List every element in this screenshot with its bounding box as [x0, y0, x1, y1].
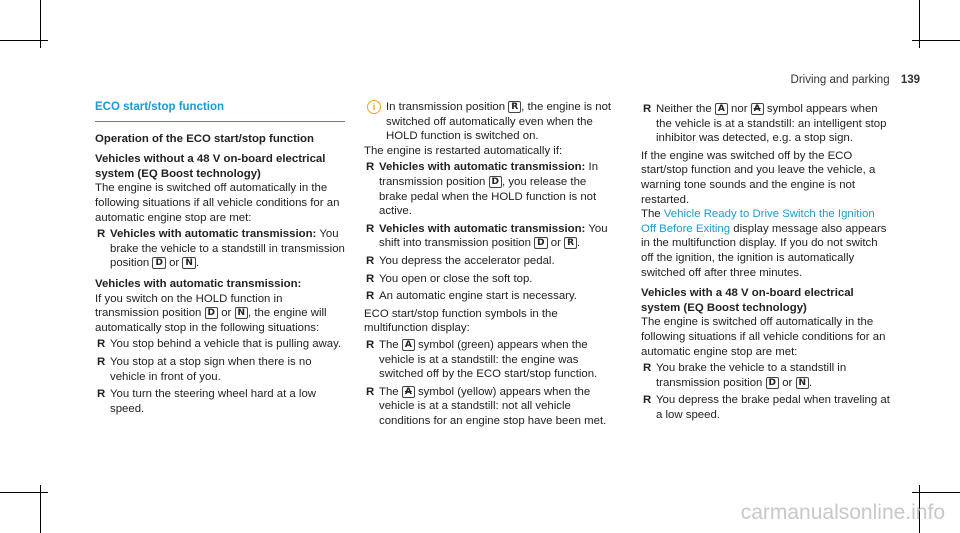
bullet-list	[95, 227, 345, 271]
bullet-glyph: R	[643, 394, 652, 407]
list-item: R Vehicles with automatic transmission: You shift into transmission position D or R .	[366, 222, 608, 250]
paragraph: The engine is switched off automatically in the following situations if all vehicle conditions for an automatic engine stop are met:	[95, 182, 340, 224]
heading-no-48v: Vehicles without a 48 V on-board electrical system (EQ Boost technology)	[95, 153, 326, 180]
eco-active-icon: A	[715, 103, 728, 115]
info-icon: i	[367, 100, 381, 114]
crop-mark	[0, 40, 48, 41]
paragraph: If the engine was switched off by the ECO start/stop function and you leave the vehicle, a warning tone sounds and the engine is not restarted.	[641, 149, 876, 206]
list-item: R An automatic engine start is necessary.	[366, 290, 577, 303]
eco-inactive-icon: A	[402, 386, 415, 398]
paragraph: If you switch on the HOLD function in transmission position D or N , the engine will automatically stop in the following situations:	[95, 292, 327, 334]
list-item: R You stop at a stop sign when there is no vehicle in front of you.	[97, 355, 312, 383]
bullet-list	[641, 102, 891, 146]
paragraph: ECO start/stop function symbols in the multifunction display:	[364, 307, 558, 335]
bullet-glyph: R	[97, 388, 106, 401]
list-item: R Vehicles with automatic transmission: You brake the vehicle to a standstill in transmission position D or N .	[97, 228, 345, 270]
crop-mark	[0, 492, 48, 493]
heading-operation: Operation of the ECO start/stop function	[95, 132, 314, 145]
display-message-link[interactable]: Vehicle Ready to Drive Switch the Ignition Off Before Exiting	[641, 208, 875, 235]
bullet-glyph: R	[366, 161, 375, 174]
list-item: R You depress the accelerator pedal.	[366, 254, 555, 267]
bullet-glyph: R	[366, 290, 375, 303]
list-item: R You stop behind a vehicle that is pulling away.	[97, 338, 342, 351]
paragraph: The engine is switched off automatically in the following situations if all vehicle conditions for an automatic engine stop are met:	[641, 316, 886, 358]
bullet-glyph: R	[643, 103, 652, 115]
bullet-glyph: R	[366, 272, 375, 285]
key-n-icon: N	[796, 377, 810, 389]
list-item: R You depress the brake pedal when traveling at a low speed.	[643, 394, 890, 421]
list-item: R Neither the A nor A symbol appears when the vehicle is at a standstill: an intelligent stop inhibitor was detected, e.g. a stop sign.	[643, 103, 887, 145]
key-d-icon: D	[205, 307, 218, 319]
key-d-icon: D	[766, 377, 779, 389]
page-header	[791, 74, 920, 86]
eco-inactive-icon: A	[751, 103, 764, 115]
list-item: R The A symbol (yellow) appears when the vehicle is at a standstill: not all vehicle conditions for an engine stop have been met.	[366, 385, 607, 427]
list-item: R You brake the vehicle to a standstill in transmission position D or N .	[643, 362, 847, 389]
list-item: R The A symbol (green) appears when the vehicle is at a standstill: the engine was switched off by the ECO start/stop function.	[366, 338, 598, 381]
key-n-icon: N	[182, 257, 196, 269]
paragraph: The engine is restarted automatically if:	[364, 144, 563, 157]
key-r-icon: R	[564, 237, 577, 249]
bullet-list	[364, 160, 614, 303]
bullet-glyph: R	[97, 228, 106, 241]
note: i In transmission position R , the engine is not switched off automatically even when the HOLD function is switched on.	[364, 100, 614, 144]
key-d-icon: D	[152, 257, 165, 269]
key-d-icon: D	[489, 176, 502, 188]
paragraph: The Vehicle Ready to Drive Switch the Ignition Off Before Exiting display message also appears in the multifunction display. If you do not switch off the ignition, the ignition is automatically switched off after three minutes.	[641, 208, 887, 279]
bullet-glyph: R	[366, 338, 375, 351]
bullet-glyph: R	[97, 355, 106, 368]
bullet-list	[95, 337, 345, 416]
heading-48v: Vehicles with a 48 V on-board electrical system (EQ Boost technology)	[641, 287, 854, 314]
crop-mark	[912, 492, 960, 493]
list-item: R Vehicles with automatic transmission: In transmission position D , you release the brake pedal when the HOLD function is not active.	[366, 161, 599, 218]
crop-mark	[912, 40, 960, 41]
bullet-glyph: R	[366, 254, 375, 267]
section-title: ECO start/stop function	[95, 100, 345, 122]
column-2	[364, 100, 614, 431]
list-item: R You turn the steering wheel hard at a low speed.	[97, 388, 317, 415]
bullet-glyph: R	[97, 338, 106, 351]
page-number: 139	[900, 74, 920, 86]
watermark: carmanualsonline.info	[740, 501, 945, 524]
column-3	[641, 100, 891, 425]
section-name: Driving and parking	[790, 74, 890, 86]
bullet-list	[364, 338, 614, 429]
bullet-list	[641, 361, 891, 422]
list-item: R You open or close the soft top.	[366, 272, 533, 285]
heading-auto-trans: Vehicles with automatic transmission:	[95, 277, 302, 290]
eco-active-icon: A	[402, 339, 415, 351]
key-r-icon: R	[508, 101, 521, 113]
bullet-glyph: R	[366, 385, 375, 398]
bullet-glyph: R	[643, 362, 652, 375]
bullet-glyph: R	[366, 222, 375, 235]
column-1	[95, 100, 345, 419]
key-d-icon: D	[534, 237, 547, 249]
key-n-icon: N	[235, 307, 249, 319]
